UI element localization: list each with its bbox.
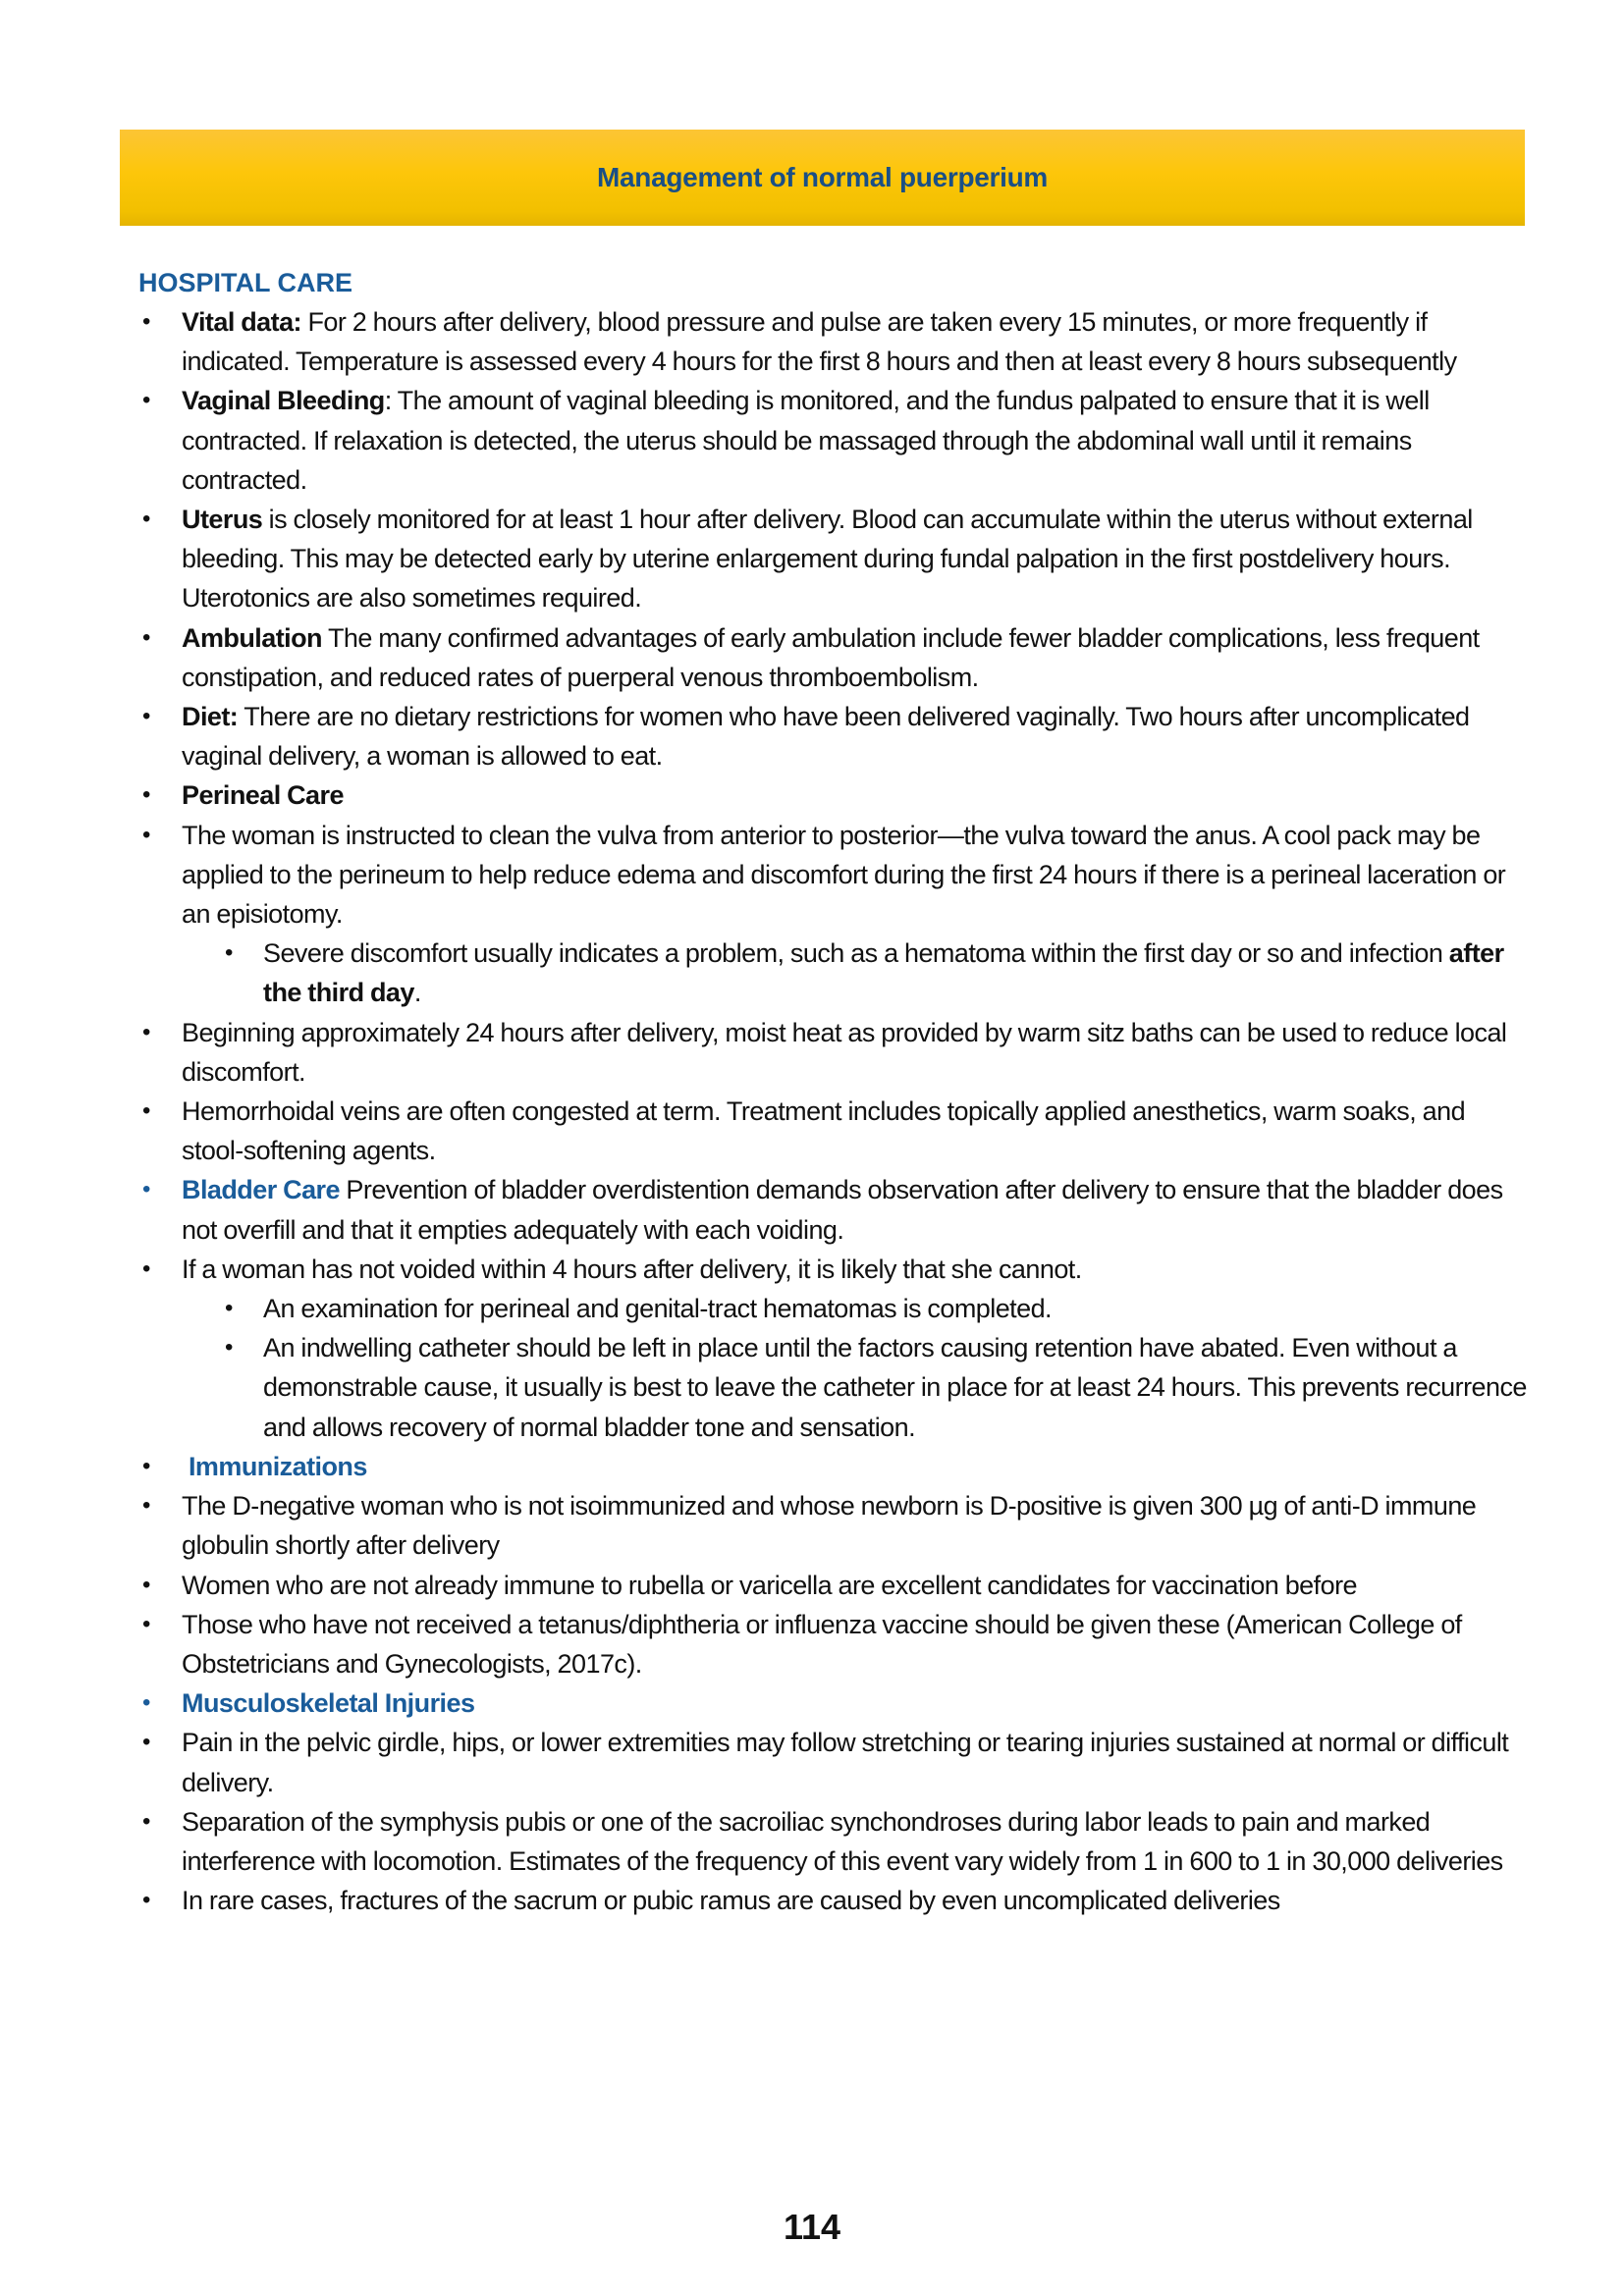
bullet-icon: • xyxy=(225,939,233,967)
item-text: The woman is instructed to clean the vulva from anterior to posterior—the vulva toward the anus. A cool pack may be applied to the perineum to help reduce edema and discomfort during the first 24 hours if there is a perineal laceration or an episiotomy. xyxy=(182,820,1506,930)
list-item-pelvic-pain xyxy=(138,1723,1533,1801)
item-text: Hemorrhoidal veins are often congested at term. Treatment includes topically applied anesthetics, warm soaks, and stool-softening agents. xyxy=(182,1096,1466,1166)
bullet-icon: • xyxy=(142,1097,150,1125)
list-item-diet xyxy=(138,697,1533,775)
item-trail: . xyxy=(413,978,421,1008)
item-lead: Perineal Care xyxy=(182,780,344,811)
item-text: Those who have not received a tetanus/diphtheria or influenza vaccine should be given these (American College of Obstetricians and Gynecologists, 2017c). xyxy=(182,1609,1462,1679)
title-banner xyxy=(120,130,1525,226)
bullet-icon: • xyxy=(142,1689,150,1717)
list-item-tetanus xyxy=(138,1605,1533,1683)
page-number: 114 xyxy=(783,2207,841,2247)
bullet-icon: • xyxy=(142,1729,150,1756)
item-lead: Musculoskeletal Injuries xyxy=(182,1688,475,1719)
list-item-not-voided xyxy=(138,1250,1533,1289)
list-item-vulva-cleaning xyxy=(138,816,1533,934)
bullet-icon: • xyxy=(142,308,150,335)
bullet-icon: • xyxy=(142,1176,150,1203)
sub-list-item-examination xyxy=(138,1289,1533,1328)
bullet-icon: • xyxy=(142,1571,150,1598)
list-item-musculoskeletal xyxy=(138,1683,1533,1723)
item-text: In rare cases, fractures of the sacrum or pubic ramus are caused by even uncomplicated deliveries xyxy=(182,1886,1280,1916)
sub-list-item-severe-discomfort xyxy=(138,934,1533,1012)
bullet-icon: • xyxy=(142,1492,150,1520)
item-lead: Vital data: xyxy=(182,307,301,337)
item-lead: Ambulation xyxy=(182,622,322,653)
sub-list-item-catheter xyxy=(138,1328,1533,1447)
bullet-icon: • xyxy=(142,387,150,414)
list-item-hemorrhoidal-veins xyxy=(138,1092,1533,1170)
item-text: If a woman has not voided within 4 hours after delivery, it is likely that she cannot. xyxy=(182,1254,1082,1284)
list-item-bladder-care xyxy=(138,1170,1533,1249)
item-text: is closely monitored for at least 1 hour after delivery. Blood can accumulate within the uterus without external bleeding. This may be detected early by uterine enlargement during fundal palpation in the first postdelivery hours. Uterotonics are also sometimes required. xyxy=(182,505,1473,614)
list-item-uterus xyxy=(138,500,1533,618)
list-item-vital-data xyxy=(138,302,1533,381)
item-text: Separation of the symphysis pubis or one of the sacroiliac synchondroses during labor leads to pain and marked interference with locomotion. Estimates of the frequency of this event vary widely from 1 in 600 to 1 in 30,000 deliveries xyxy=(182,1806,1503,1876)
bullet-icon: • xyxy=(225,1295,233,1322)
bullet-icon: • xyxy=(142,1452,150,1479)
list-item-rubella xyxy=(138,1566,1533,1605)
bullet-icon: • xyxy=(142,1018,150,1045)
item-lead: Immunizations xyxy=(182,1451,367,1481)
item-text: An indwelling catheter should be left in place until the factors causing retention have abated. Even without a demonstrable cause, it usually is best to leave the catheter in place for at least 24 hours. This prevents recurrence and allows recovery of normal bladder tone and sensation. xyxy=(263,1333,1527,1442)
bullet-icon: • xyxy=(142,1887,150,1914)
item-lead: Uterus xyxy=(182,505,263,535)
bullet-icon: • xyxy=(142,1807,150,1835)
item-text: : The amount of vaginal bleeding is monitored, and the fundus palpated to ensure that it is well contracted. If relaxation is detected, the uterus should be massaged through the abdominal wall until it remains contracted. xyxy=(182,386,1430,495)
document-body xyxy=(138,263,1533,1920)
list-item-vaginal-bleeding xyxy=(138,381,1533,500)
item-text: Prevention of bladder overdistention demands observation after delivery to ensure that the bladder does not overfill and that it empties adequately with each voiding. xyxy=(182,1175,1503,1245)
item-lead: Bladder Care xyxy=(182,1175,340,1205)
section-heading-hospital-care: HOSPITAL CARE xyxy=(138,268,353,297)
item-text: Beginning approximately 24 hours after delivery, moist heat as provided by warm sitz baths can be used to reduce local discomfort. xyxy=(182,1017,1507,1087)
item-text: An examination for perineal and genital-tract hematomas is completed. xyxy=(263,1294,1053,1324)
bullet-icon: • xyxy=(142,623,150,651)
list-item-symphysis xyxy=(138,1802,1533,1881)
bullet-icon: • xyxy=(142,1610,150,1637)
item-text: The D-negative woman who is not isoimmunized and whose newborn is D-positive is given 300 µg of anti-D immune globulin shortly after delivery xyxy=(182,1491,1477,1561)
bullet-icon: • xyxy=(142,781,150,809)
list-item-fractures xyxy=(138,1881,1533,1920)
item-text: Women who are not already immune to rubella or varicella are excellent candidates for vaccination before xyxy=(182,1570,1357,1600)
bullet-list xyxy=(138,302,1533,1920)
item-text: Severe discomfort usually indicates a problem, such as a hematoma within the first day or so and infection xyxy=(263,938,1449,969)
item-text: For 2 hours after delivery, blood pressure and pulse are taken every 15 minutes, or more frequently if indicated. Temperature is assessed every 4 hours for the first 8 hours and then at least every 8 hours subsequently xyxy=(182,307,1457,377)
item-lead: Vaginal Bleeding xyxy=(182,386,385,416)
item-emphasis: after the third day xyxy=(263,938,1504,1008)
bullet-icon: • xyxy=(142,1255,150,1282)
item-text: There are no dietary restrictions for women who have been delivered vaginally. Two hours after uncomplicated vaginal delivery, a woman is allowed to eat. xyxy=(182,702,1470,772)
list-item-ambulation xyxy=(138,618,1533,697)
bullet-icon: • xyxy=(142,703,150,730)
list-item-immunizations xyxy=(138,1447,1533,1486)
bullet-icon: • xyxy=(142,506,150,533)
bullet-icon: • xyxy=(142,821,150,848)
list-item-perineal-care xyxy=(138,775,1533,815)
item-text: Pain in the pelvic girdle, hips, or lower extremities may follow stretching or tearing injuries sustained at normal or difficult delivery. xyxy=(182,1728,1509,1797)
bullet-icon: • xyxy=(225,1334,233,1362)
item-lead: Diet: xyxy=(182,702,239,732)
item-text: The many confirmed advantages of early ambulation include fewer bladder complications, less frequent constipation, and reduced rates of puerperal venous thromboembolism. xyxy=(182,622,1480,692)
list-item-anti-d xyxy=(138,1486,1533,1565)
list-item-sitz-baths xyxy=(138,1013,1533,1092)
page-title: Management of normal puerperium xyxy=(597,162,1048,192)
